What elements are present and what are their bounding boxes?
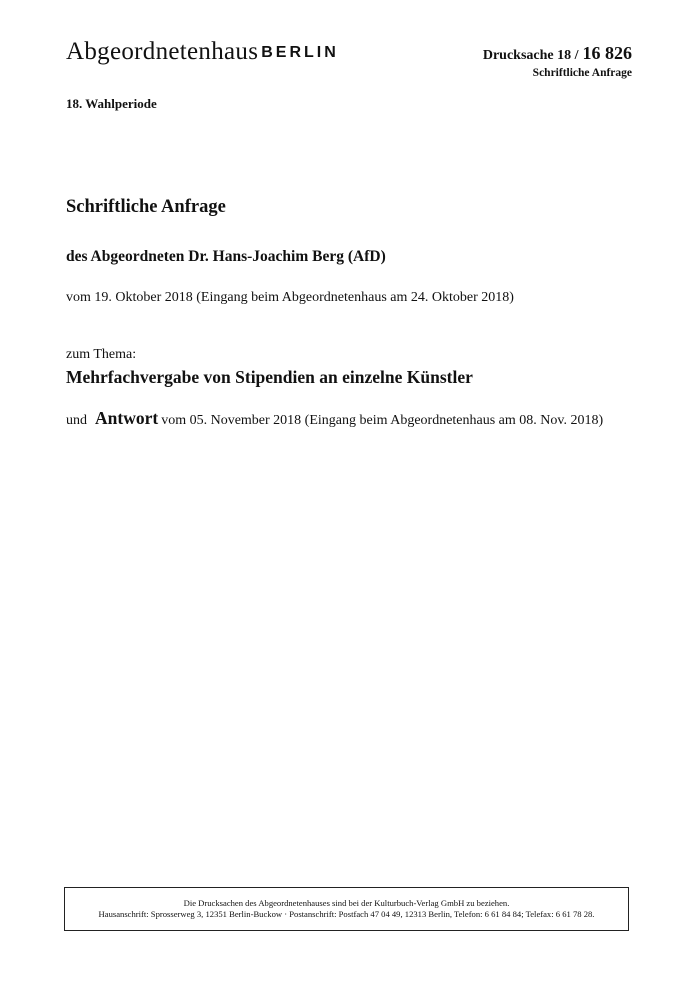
document-type: Schriftliche Anfrage (532, 67, 632, 79)
answer-dates: vom 05. November 2018 (Eingang beim Abgeordnetenhaus am 08. Nov. 2018) (161, 413, 604, 428)
logo-word: Abgeordnetenhaus (66, 38, 259, 65)
answer-prefix: und (66, 413, 87, 428)
answer-line (66, 408, 603, 429)
document-number (483, 43, 632, 64)
page-title: Schriftliche Anfrage (66, 197, 226, 217)
topic-title: Mehrfachvergabe von Stipendien an einzelne Künstler (66, 367, 473, 387)
topic-label: zum Thema: (66, 347, 137, 362)
document-number-value: 16 826 (582, 43, 632, 63)
footer-line-2: Hausanschrift: Sprosserweg 3, 12351 Berlin-Buckow · Postanschrift: Postfach 47 04 49, 12313 Berlin, Telefon: 6 61 84 84; Telefax: 6 61 78 28. (98, 909, 595, 919)
document-number-prefix: Drucksache 18 / (482, 48, 579, 63)
footer-box (64, 887, 629, 931)
legislative-period: 18. Wahlperiode (66, 96, 157, 111)
answer-word: Antwort (95, 408, 159, 428)
parliament-logo (66, 38, 339, 66)
inquiry-dates: vom 19. Oktober 2018 (Eingang beim Abgeordnetenhaus am 24. Oktober 2018) (66, 290, 514, 305)
footer-line-1: Die Drucksachen des Abgeordnetenhauses sind bei der Kulturbuch-Verlag GmbH zu beziehen. (183, 898, 510, 908)
inquiry-author: des Abgeordneten Dr. Hans-Joachim Berg (AfD) (66, 248, 386, 265)
logo-city: BERLIN (261, 44, 339, 61)
